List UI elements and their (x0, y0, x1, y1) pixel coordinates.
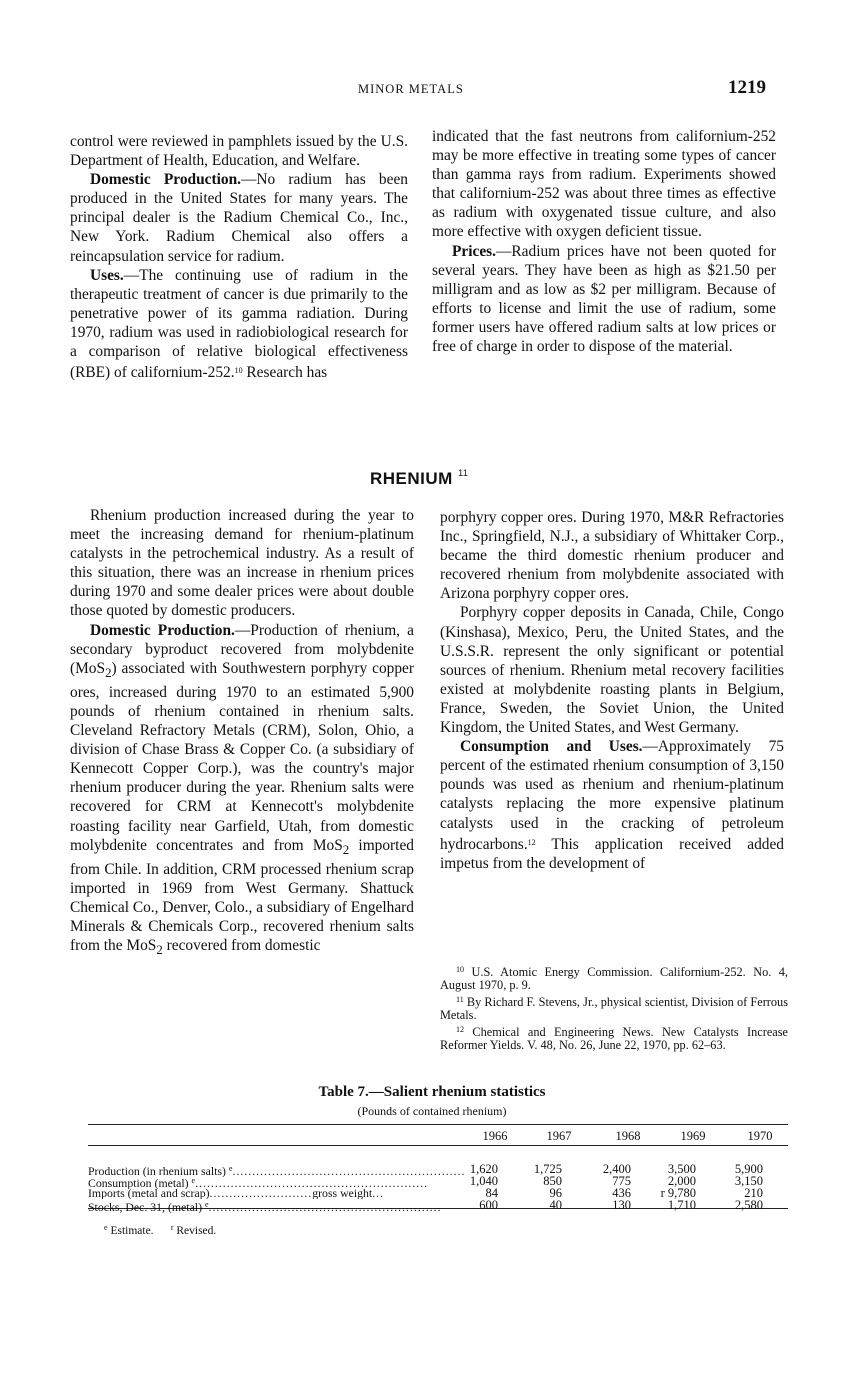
rhenium-consumption-tail: This application received added impetus from the development of (440, 835, 784, 872)
table-title: Table 7.—Salient rhenium statistics (318, 1084, 546, 1100)
footnote-number: 12 (456, 1024, 464, 1034)
rhenium-consumption-text: —Approximately 75 percent of the estimated rhenium consumption of 3,150 pounds was used as rhenium and rhenium-platinum catalysts replacing the more expensive platinum catalysts used in the cracking of petroleum hydrocarbons. (440, 738, 784, 853)
radium-uses-paragraph (70, 266, 408, 383)
footnote-text: U.S. Atomic Energy Commission. Californium-252. No. 4, August 1970, p. 9. (440, 965, 788, 993)
row-label: Production (in rhenium salts) $^e$........................................................... (88, 1164, 466, 1177)
table-cell: 436 (612, 1186, 631, 1200)
table-cell: 2,400 (602, 1162, 631, 1176)
radium-domestic-heading: Domestic Production. (90, 171, 241, 189)
rhenium-right-column (440, 508, 784, 873)
rhenium-domestic-text-d: recovered from domestic (162, 937, 321, 955)
year-header: 1968 (615, 1129, 641, 1143)
table-cell: 3,150 (734, 1174, 763, 1188)
leader-dots: ........................................................... (195, 1176, 429, 1189)
radium-right-column (432, 127, 776, 356)
table-cell: 775 (612, 1174, 631, 1188)
radium-uses-text: —The continuing use of radium in the therapeutic treatment of cancer is due primarily to the penetrative power of its gamma radiation. During 1970, radium was used in radiobiological research for a comparison of relative biological effectiveness (RBE) of californium-252. (70, 266, 408, 382)
row-label: Imports (metal and scrap)..........................gross weight... (88, 1187, 385, 1199)
row-label: Consumption (metal) $^e$........................................................... (88, 1176, 429, 1189)
table-cell: 96 (549, 1186, 562, 1200)
table-cell: 40 (549, 1198, 562, 1212)
radium-prices-text: —Radium prices have not been quoted for several years. They have been as high as $21.50 per milligram and as low as $2 per milligram. Because of efforts to license and limit the use of radium, some former users have offered radium salts at low prices or free of charge in order to dispose of the material. (432, 242, 776, 356)
table-cell: 84 (485, 1186, 498, 1200)
table-header-row (88, 1125, 788, 1146)
rhenium-title-text: RHENIUM (370, 469, 453, 488)
running-head: MINOR METALS (358, 82, 464, 96)
row-label: Stocks, Dec. 31, (metal) $^e$........................................................... (88, 1200, 442, 1213)
footnote-ref-11: 11 (458, 468, 469, 478)
year-header: 1967 (546, 1129, 572, 1143)
table-cell: 1,725 (533, 1162, 562, 1176)
rhenium-statistics-table (88, 1124, 788, 1213)
table-body (88, 1146, 788, 1213)
page-number: 1219 (728, 77, 766, 98)
table-cell: 2,000 (667, 1174, 696, 1188)
year-header: 1969 (680, 1129, 706, 1143)
table-cell: 600 (479, 1198, 498, 1212)
footnote-12 (440, 1023, 788, 1053)
radium-research-paragraph: indicated that the fast neutrons from californium-252 may be more effective in treating some types of cancer than gamma rays from radium. Experiments showed that californium-252 was about three times as effective as radium with oxygenated tissue culture, and also more effective with oxygen deficient tissue. (432, 128, 776, 241)
footnote-text: By Richard F. Stevens, Jr., physical scientist, Division of Ferrous Metals. (440, 994, 788, 1023)
table-cell: 5,900 (734, 1162, 763, 1176)
rhenium-domestic-text-b: ) associated with Southwestern porphyry copper ores, increased during 1970 to an estimated 5,900 pounds of rhenium contained in rhenium salts. Cleveland Refractory Metals (CRM), Solon, Ohio, a division of Chase Brass & Copper Co. (a subsidiary of Kennecott Copper Corp.), was the country's major rhenium producer during the year. Rhenium salts were recovered for CRM at Kennecott's molybdenite roasting facility near Garfield, Utah, from domestic molybdenite concentrates and from MoS (70, 659, 414, 854)
rhenium-domestic-heading: Domestic Production. (90, 621, 235, 639)
rhenium-section-title (370, 468, 468, 489)
year-header: 1966 (482, 1129, 508, 1143)
radium-domestic-paragraph (70, 170, 408, 265)
rhenium-domestic-paragraph (70, 621, 414, 961)
rhenium-domestic-text-a: —Production of rhenium, a secondary byproduct recovered from molybdenite (MoS (70, 621, 414, 677)
radium-prices-heading: Prices. (452, 242, 497, 260)
table-cell: r 9,780 (660, 1186, 696, 1200)
rhenium-consumption-paragraph (440, 737, 784, 873)
footnote-number: 10 (456, 965, 464, 974)
rhenium-consumption-heading: Consumption and Uses. (460, 738, 643, 756)
footnote-11 (440, 993, 788, 1023)
table-cell: 130 (612, 1198, 631, 1212)
table-cell: 3,500 (667, 1162, 696, 1176)
subscript-2: 2 (105, 665, 112, 680)
rhenium-domestic-text-c: imported from Chile. In addition, CRM processed rhenium scrap imported in 1969 from West Germany. Shattuck Chemical Co., Denver, Colo., a subsidiary of Engelhard Minerals & Chemicals Corp., recovered rhenium salts from the MoS (70, 836, 414, 955)
table-cell: 1,620 (469, 1162, 498, 1176)
table-cell: 1,710 (667, 1198, 696, 1212)
subscript-2: 2 (156, 943, 163, 958)
leader-dots: ........................................................... (232, 1164, 466, 1177)
radium-uses-heading: Uses. (90, 266, 124, 284)
table-row (88, 1199, 788, 1211)
radium-domestic-text: —No radium has been produced in the United States for many years. The principal dealer is the Radium Chemical Co., Inc., New York. Radium Chemical also offers a reincapsulation service for radium. (70, 171, 408, 265)
rhenium-left-column (70, 506, 414, 960)
subscript-2: 2 (342, 842, 350, 857)
leader-dots: ........................................................... (208, 1200, 442, 1213)
rhenium-intro-paragraph: Rhenium production increased during the year to meet the increasing demand for rhenium-platinum catalysts in the petrochemical industry. As a result of this situation, there was an increase in rhenium prices during 1970 and some dealer prices were about double those quoted by domestic producers. (70, 507, 414, 620)
leader-dots: .......................... (209, 1187, 313, 1199)
table-cell: 850 (543, 1174, 562, 1188)
table-subtitle: (Pounds of contained rhenium) (357, 1104, 507, 1118)
radium-uses-tail: Research has (242, 364, 328, 382)
footnote-ref-12: 12 (527, 837, 536, 847)
footnote-text: Chemical and Engineering News. New Catalysts Increase Reformer Yields. V. 48, No. 26, June 22, 1970, pp. 62–63. (440, 1024, 788, 1053)
radium-paragraph-continuation: control were reviewed in pamphlets issued by the U.S. Department of Health, Education, and Welfare. (70, 133, 408, 170)
table-cell: 1,040 (469, 1174, 498, 1188)
radium-prices-paragraph (432, 242, 776, 357)
table-note: $^e$ Estimate. $^r$ Revised. (104, 1223, 217, 1237)
footnote-number: 11 (456, 994, 464, 1004)
footnote-ref-10: 10 (234, 366, 243, 376)
year-header: 1970 (747, 1129, 773, 1143)
rhenium-porphyry-paragraph: Porphyry copper deposits in Canada, Chile, Congo (Kinshasa), Mexico, Peru, the United States, and the U.S.S.R. represent the only significant or potential sources of rhenium. Rhenium metal recovery facilities existed at molybdenite roasting plants in Belgium, France, Sweden, the Soviet Union, the United Kingdom, the United States, and West Germany. (440, 604, 784, 737)
table-cell: 2,580 (734, 1198, 763, 1212)
rhenium-producer-paragraph: porphyry copper ores. During 1970, M&R Refractories Inc., Springfield, N.J., a subsidiary of Whittaker Corp., became the third domestic rhenium producer and recovered rhenium from molybdenite associated with Arizona porphyry copper ores. (440, 509, 784, 603)
footnote-10 (440, 963, 788, 993)
table-cell: 210 (744, 1186, 763, 1200)
radium-left-column (70, 132, 408, 382)
footnotes (440, 963, 788, 1052)
